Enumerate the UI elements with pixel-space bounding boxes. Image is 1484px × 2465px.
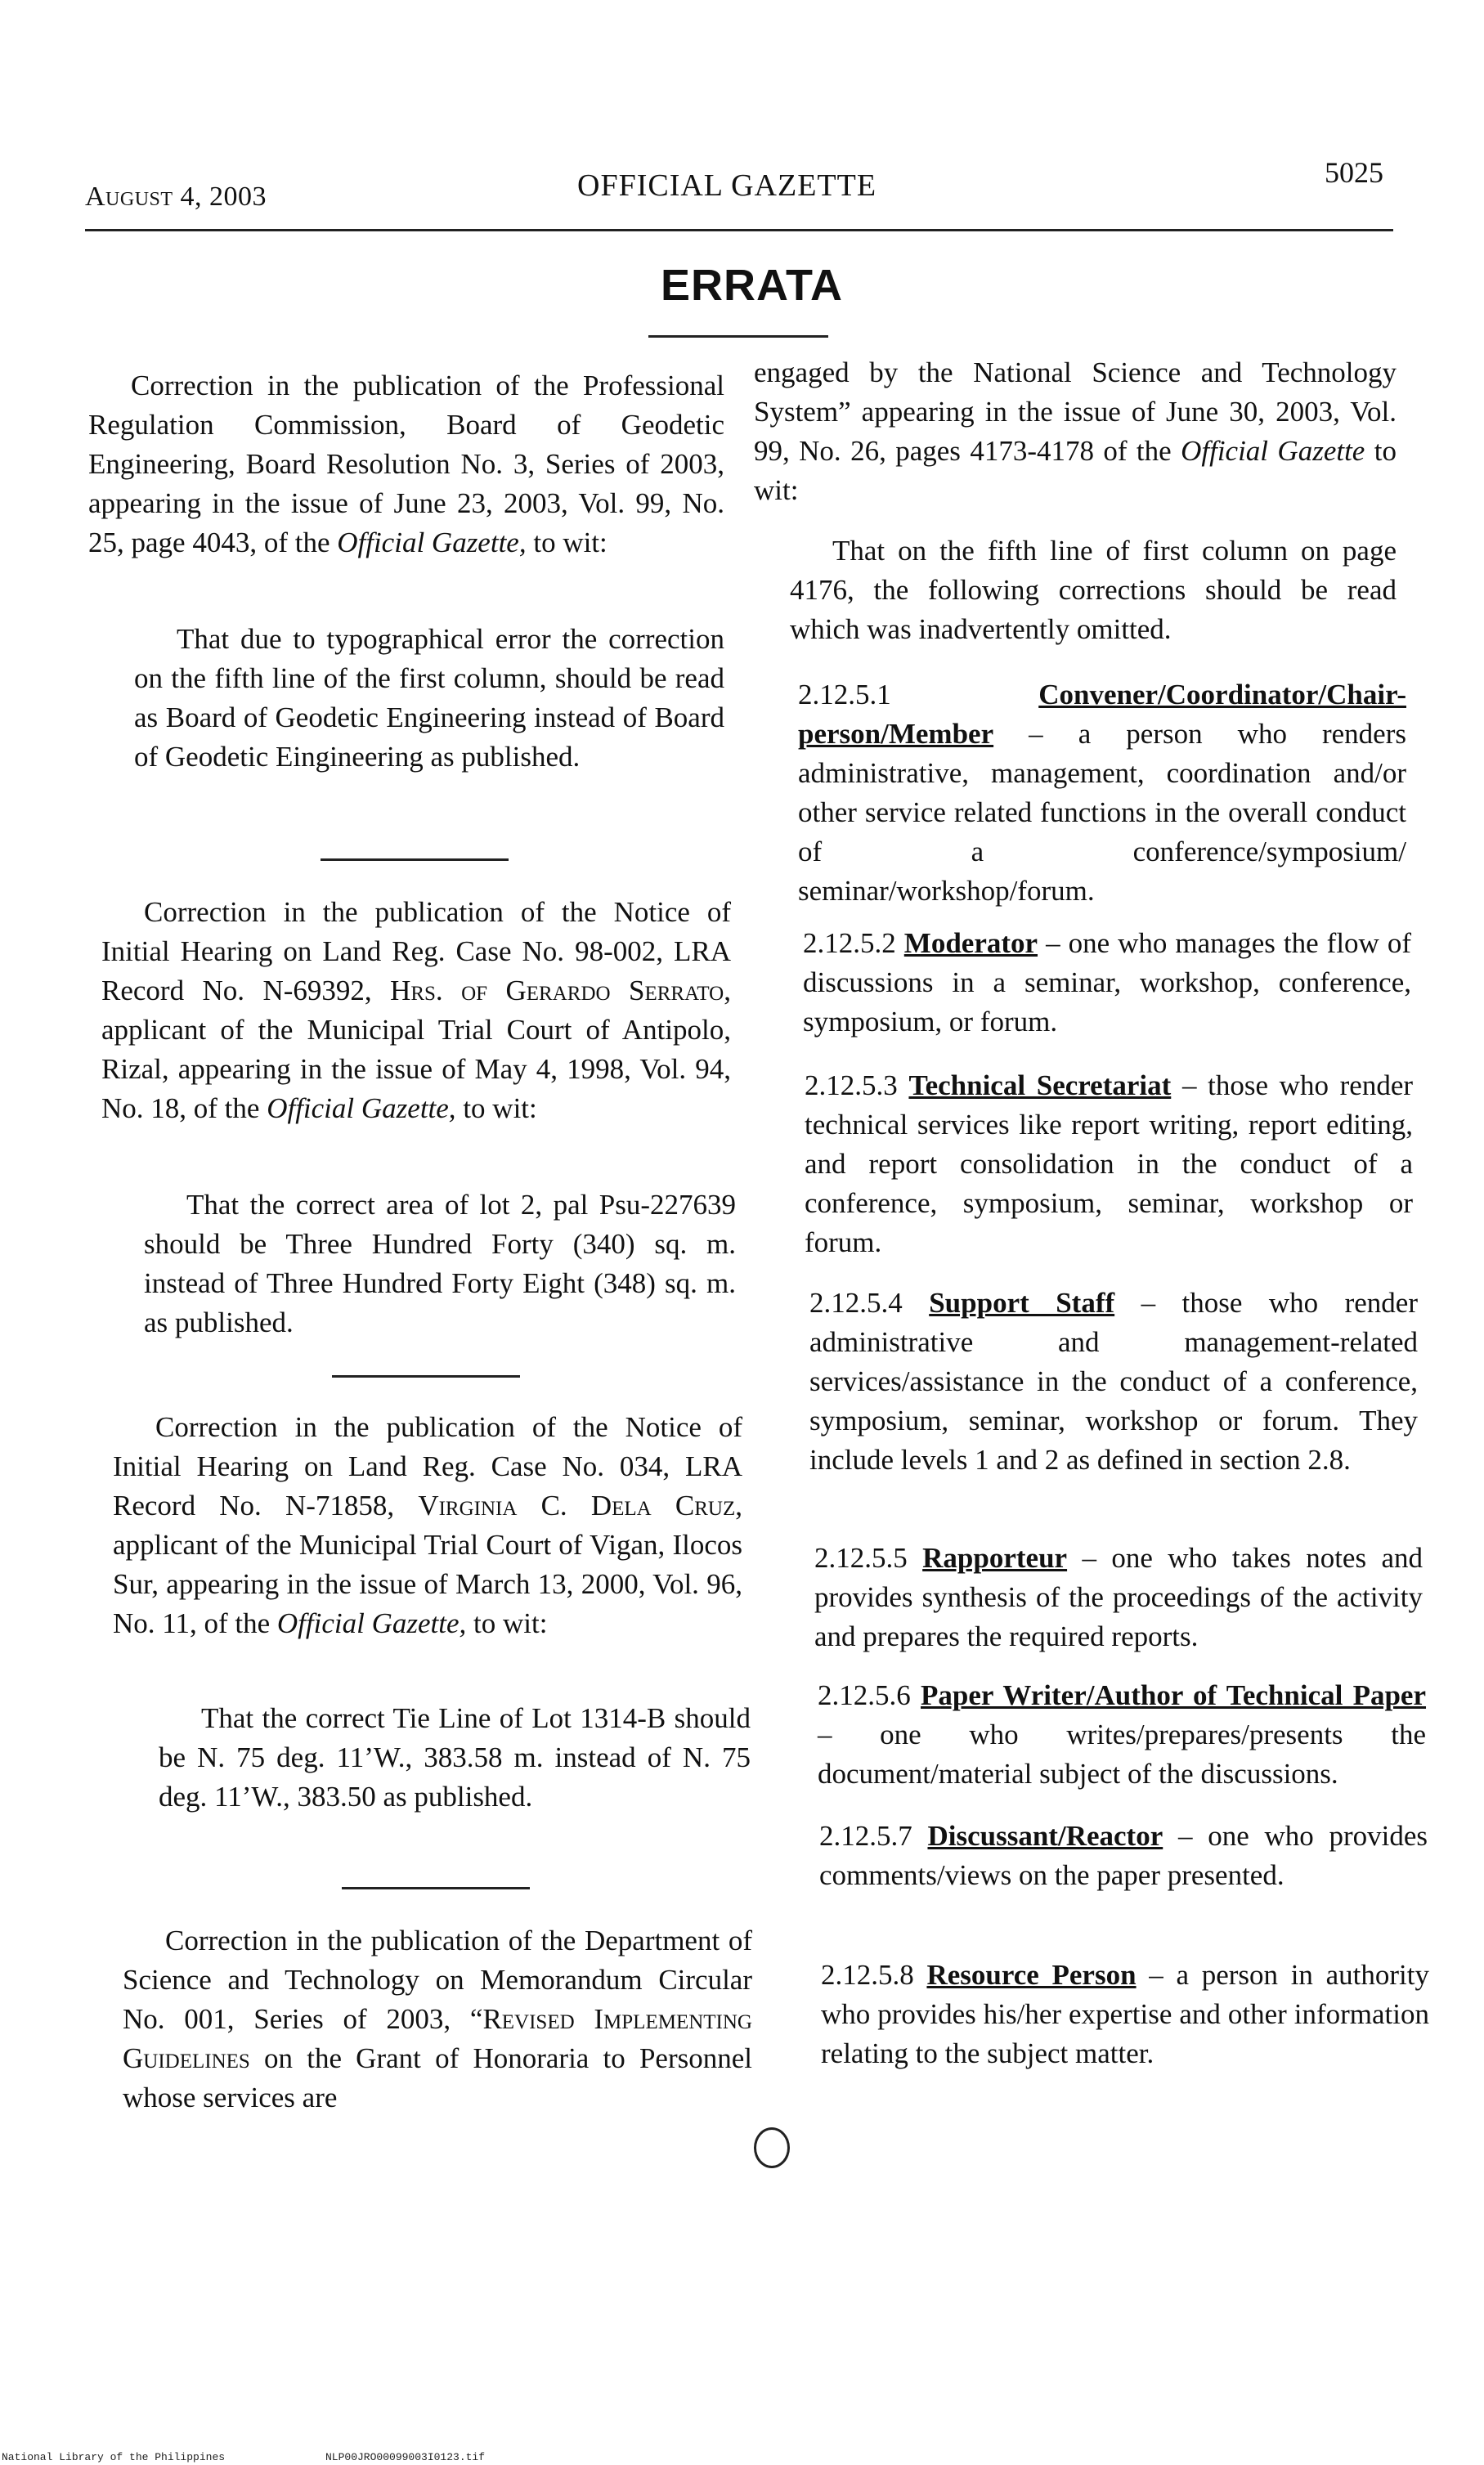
definition-item: 2.12.5.8 Resource Person – a person in authority who provides his/her expertise and other information relating to the subject matter.	[821, 1959, 1429, 2069]
library-credit: National Library of the Philippines	[2, 2451, 226, 2463]
page-number: 5025	[1325, 156, 1383, 189]
definition-item: 2.12.5.7 Discussant/Reactor – one who provides comments/views on the paper presented.	[819, 1820, 1428, 1891]
publication-title: OFFICIAL GAZETTE	[577, 168, 877, 203]
erratum-1-intro: Correction in the publication of the Professional Regulation Commission, Board of Geodetic Engineering, Board Resolution No. 3, Series of 2003, appearing in the issue of June 23, 2003, Vol. 99, No. 25, page 4043, of the Official Gazette, to wit:	[88, 370, 724, 558]
erratum-4-correction: That on the fifth line of first column on page 4176, the following corrections should be read which was inadvertently omitted.	[790, 535, 1397, 645]
definition-item: 2.12.5.6 Paper Writer/Author of Technical Paper – one who writes/prepares/presents the document/material subject of the discussions.	[818, 1679, 1427, 1790]
scan-filename: NLP00JRO00099003I0123.tif	[325, 2451, 486, 2463]
definition-item: 2.12.5.5 Rapporteur – one who takes notes and provides synthesis of the proceedings of the activity and prepares the required reports.	[814, 1542, 1423, 1652]
erratum-2-correction: That the correct area of lot 2, pal Psu-227639 should be Three Hundred Forty (340) sq. m. instead of Three Hundred Forty Eight (348) sq. m. as published.	[144, 1189, 736, 1338]
separator-rule	[342, 1887, 530, 1889]
erratum-4-continuation: engaged by the National Science and Technology System” appearing in the issue of June 30, 2003, Vol. 99, No. 26, pages 4173-4178 of the Official Gazette to wit:	[754, 356, 1397, 506]
separator-rule	[332, 1375, 520, 1378]
header-rule	[85, 229, 1393, 231]
issue-date: August 4, 2003	[85, 182, 267, 212]
erratum-1-correction: That due to typographical error the correction on the fifth line of the first column, should be read as Board of Geodetic Engineering instead of Board of Geodetic Eingineering as published.	[134, 623, 724, 773]
definition-item: 2.12.5.4 Support Staff – those who render administrative and management-related services/assistance in the conduct of a conference, symposium, seminar, workshop or forum. They include levels 1 and 2 as defined in section 2.8.	[809, 1287, 1418, 1476]
section-title: ERRATA	[661, 261, 843, 310]
separator-rule	[321, 858, 509, 861]
erratum-2-intro: Correction in the publication of the Notice of Initial Hearing on Land Reg. Case No. 98-002, LRA Record No. N-69392, Hrs. of Gerardo Serrato, applicant of the Municipal Trial Court of Antipolo, Rizal, appearing in the issue of May 4, 1998, Vol. 94, No. 18, of the Official Gazette, to wit:	[101, 896, 731, 1124]
erratum-4-intro: Correction in the publication of the Department of Science and Technology on Memorandum Circular No. 001, Series of 2003, “Revised Implementing Guidelines on the Grant of Honoraria to Personnel whose services are	[123, 1925, 752, 2113]
definition-item: 2.12.5.1 Convener/Coordinator/Chair-person/Member – a person who renders administrative, management, coordination and/or other service related functions in the overall conduct of a conference/symposium/ seminar/workshop/forum.	[798, 679, 1406, 907]
definition-item: 2.12.5.3 Technical Secretariat – those who render technical services like report writing, report editing, and report consolidation in the conduct of a conference, symposium, seminar, workshop or forum.	[805, 1069, 1414, 1258]
title-rule	[648, 335, 828, 338]
erratum-3-correction: That the correct Tie Line of Lot 1314-B should be N. 75 deg. 11’W., 383.58 m. instead of N. 75 deg. 11’W., 383.50 as published.	[159, 1702, 751, 1813]
erratum-3-intro: Correction in the publication of the Notice of Initial Hearing on Land Reg. Case No. 034, LRA Record No. N-71858, Virginia C. Dela Cruz, applicant of the Municipal Trial Court of Vigan, Ilocos Sur, appearing in the issue of March 13, 2000, Vol. 96, No. 11, of the Official Gazette, to wit:	[113, 1411, 742, 1639]
definition-item: 2.12.5.2 Moderator – one who manages the flow of discussions in a seminar, workshop, conference, symposium, or forum.	[803, 927, 1411, 1038]
end-of-page-circle	[754, 2127, 790, 2168]
